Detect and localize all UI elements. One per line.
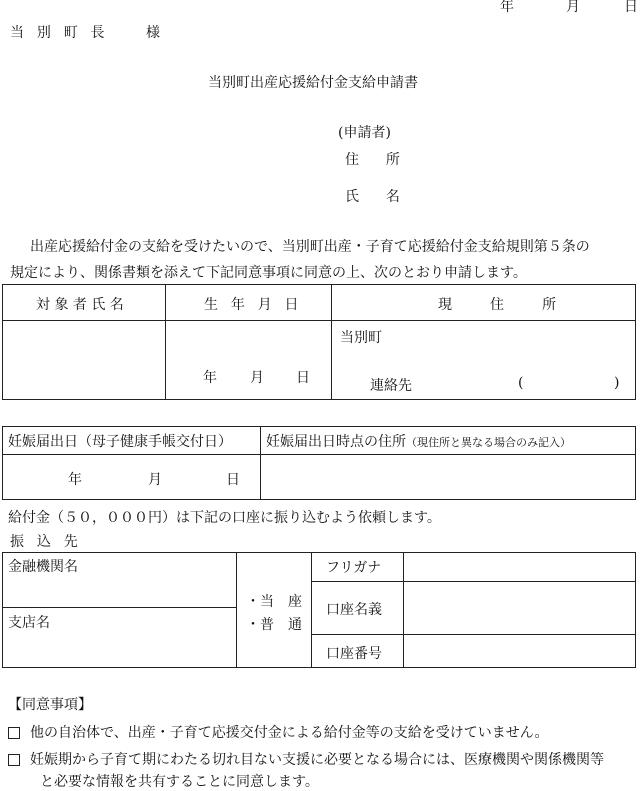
col-current-address: 現 住 所: [438, 297, 573, 313]
col-pregnancy-address: [266, 431, 571, 451]
dob-month: 月: [250, 370, 264, 386]
pregnancy-day: 日: [226, 472, 240, 488]
pregnancy-year: 年: [68, 472, 82, 488]
bank-table: [2, 552, 636, 668]
consent-item-2-text: 妊娠期から子育て期にわたる切れ目ない支援に必要となる場合には、医療機関や関係機関等: [30, 752, 604, 768]
consent-item-1-text: 他の自治体で、出産・子育て応援交付金による給付金等の支給を受けていません。: [30, 725, 549, 741]
account-type-savings[interactable]: ・普 通: [246, 617, 302, 633]
furigana-label: フリガナ: [326, 560, 382, 576]
contact-label: 連絡先: [370, 378, 412, 394]
date-year-label: 年: [500, 0, 514, 15]
dob-day: 日: [296, 370, 310, 386]
col-birth-date: 生 年 月 日: [204, 297, 303, 313]
col-subject-name: 対 象 者 氏 名: [36, 297, 124, 313]
intro-line-2: 規定により、関係書類を添えて下記同意事項に同意の上、次のとおり申請します。: [10, 265, 527, 281]
transfer-heading: 振 込 先: [10, 534, 82, 550]
col-pregnancy-address-main: 妊娠届出日時点の住所: [266, 434, 406, 450]
contact-paren-open: (: [518, 375, 524, 391]
town-prefix: 当別町: [340, 330, 382, 346]
date-day-label: 日: [624, 0, 638, 15]
col-pregnancy-address-note: （現住所と異なる場合のみ記入）: [406, 436, 571, 449]
honorific: 様: [146, 25, 160, 41]
transfer-sentence: 給付金（５０，０００円）は下記の口座に振り込むよう依頼します。: [8, 510, 441, 526]
consent-checkbox-1[interactable]: [8, 727, 20, 739]
consent-checkbox-2[interactable]: [8, 754, 20, 766]
consent-heading: 【同意事項】: [8, 697, 92, 713]
consent-item-2-line2: と必要な情報を共有することに同意します。: [40, 774, 319, 790]
contact-paren-close: ): [614, 375, 620, 391]
subject-name-field[interactable]: [2, 321, 165, 399]
account-name-label: 口座名義: [326, 602, 382, 618]
consent-item-1[interactable]: [8, 722, 549, 742]
intro-line-1: 出産応援給付金の支給を受けたいので、当別町出産・子育て応援給付金支給規則第５条の: [30, 239, 590, 255]
pregnancy-month: 月: [148, 472, 162, 488]
branch-name-label: 支店名: [8, 615, 50, 631]
col-pregnancy-date: 妊娠届出日（母子健康手帳交付日）: [8, 434, 232, 450]
applicant-address-label: 住 所: [345, 152, 412, 168]
consent-item-2[interactable]: [8, 749, 604, 769]
dob-year: 年: [203, 370, 217, 386]
applicant-label: (申請者): [338, 125, 391, 141]
account-number-label: 口座番号: [326, 646, 382, 662]
applicant-name-label: 氏 名: [345, 189, 412, 205]
bank-name-label: 金融機関名: [8, 559, 78, 575]
addressee: 当 別 町 長: [10, 25, 109, 41]
date-month-label: 月: [566, 0, 580, 15]
account-type-checking[interactable]: ・当 座: [246, 594, 302, 610]
page-title: 当別町出産応援給付金支給申請書: [208, 75, 418, 91]
